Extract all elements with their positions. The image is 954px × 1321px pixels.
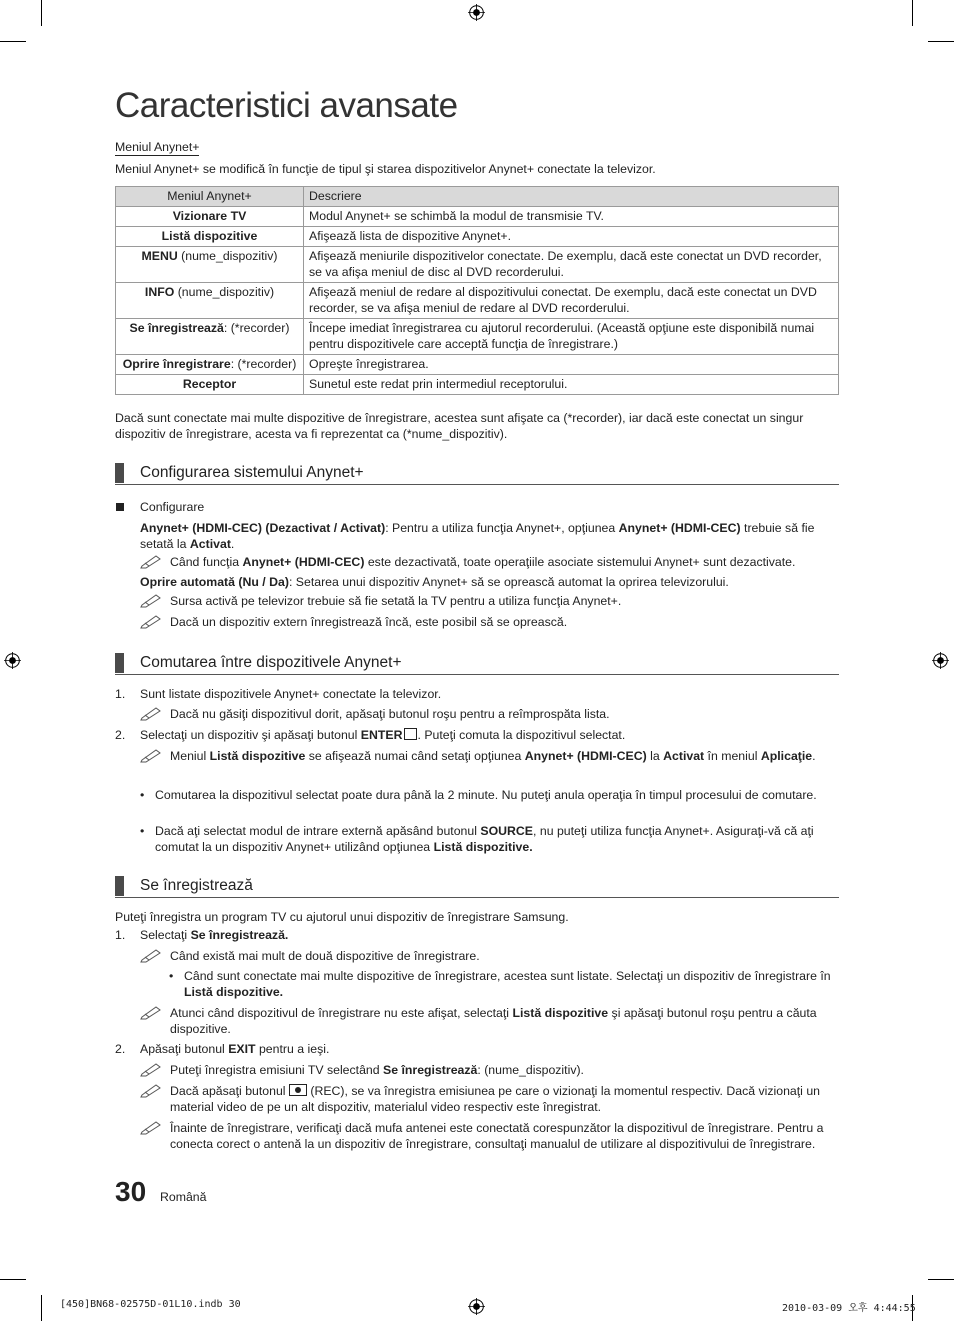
menu-item-description: Sunetul este redat prin intermediul receptorului. [304,375,839,395]
crop-mark [928,1279,954,1280]
note-item [140,948,840,964]
menu-item-param: : (*recorder) [230,357,297,371]
option-name: Listă dispozitive. [184,985,284,999]
menu-item-name: MENU [141,249,178,263]
table-row [116,207,839,227]
setup-item-title: Configurare [140,500,205,514]
section-heading-switching [115,653,839,675]
menu-item-name: Vizionare TV [172,209,247,223]
option-name: Anynet+ (HDMI-CEC) (Dezactivat / Activat) [140,521,386,535]
record-button-icon [289,1084,307,1096]
note-item [140,1120,840,1152]
menu-item-param: (nume_dispozitiv) [174,285,275,299]
note-pencil-icon [140,592,162,608]
section-bar [115,463,124,483]
step-number: 1. [115,687,126,701]
footer-file-info: [450]BN68-02575D-01L10.indb 30 [60,1299,241,1310]
section-title: Configurarea sistemului Anynet+ [140,464,364,481]
text-span: Selectaţi un dispozitiv şi apăsaţi butonul [140,728,361,742]
note-pencil-icon [140,1119,162,1135]
table-row [116,227,839,247]
bullet-dot-icon: • [140,824,145,838]
note-pencil-icon [140,1082,162,1098]
text-span: : (nume_dispozitiv). [477,1063,584,1077]
column-header-menu: Meniul Anynet+ [116,187,304,207]
text-span: este dezactivată, toate operaţiile asociate sistemului Anynet+ sunt dezactivate. [364,555,796,569]
enter-icon [404,728,417,740]
button-name: EXIT [228,1042,256,1056]
page-number: 30 [115,1176,147,1207]
column-header-description: Descriere [304,187,839,207]
table-row [116,247,839,283]
crop-mark [912,0,913,26]
text-span: Dacă un dispozitiv extern înregistrează încă, este posibil să se oprească. [170,615,568,629]
note-item [140,593,840,609]
text-span: Când sunt conectate mai multe dispozitive de înregistrare, acestea sunt listate. Selectaţi un dispozitiv de înregistrare în [184,969,831,983]
note-item [140,1062,840,1078]
text-span: Dacă nu găsiţi dispozitivul dorit, apăsaţi butonul roşu pentru a reîmprospăta lista. [170,707,610,721]
recorder-note-paragraph: Dacă sunt conectate mai multe dispozitive de înregistrare, acestea sunt afişate ca (*recorder), iar dacă este conectat un singur dispozitiv de înregistrare, acesta va fi reprezentat ca (*nume_dispozitiv). [115,411,804,441]
option-name: Anynet+ (HDMI-CEC) [524,749,647,763]
registration-mark-icon [468,4,485,21]
text-span: Comutarea la dispozitivul selectat poate dura până la 2 minute. Nu puteţi anula operaţia în timpul procesului de comutare. [155,788,817,802]
step-number: 2. [115,1042,126,1056]
menu-item-description: Afişează meniul de redare al dispozitivului conectat. De exemplu, dacă este conectat un DVD recorder, se va afişa meniul de redare al DVD recorderului. [304,283,839,319]
anynet-menu-intro: Meniul Anynet+ se modifică în funcţie de tipul şi starea dispozitivelor Anynet+ conectate la televizor. [115,162,656,176]
section-heading-recording [115,876,839,898]
button-name: ENTER [360,728,403,742]
section-title: Comutarea între dispozitivele Anynet+ [140,654,402,671]
registration-mark-icon [932,652,949,669]
crop-mark [0,1279,26,1280]
menu-item-name: Se înregistrează [129,321,224,335]
menu-name: Aplicaţie [760,749,813,763]
text-span: Dacă apăsaţi butonul [170,1084,289,1098]
text-span: Apăsaţi butonul [140,1042,229,1056]
bullet-item [140,823,845,855]
note-item [140,1083,840,1115]
option-name: Se înregistrează [383,1063,478,1077]
section-bar [115,653,124,673]
text-span: Când există mai mult de două dispozitive de înregistrare. [170,949,480,963]
bullet-dot-icon: • [169,969,174,983]
text-span: Înainte de înregistrare, verificaţi dacă mufa antenei este conectată corespunzător la dispozitivul de înregistrare. Pentru a conecta corect o antenă la un dispozitiv de înregistrare, consultaţi manualul de utilizare al dispozitivului de înregistrare. [170,1121,824,1151]
anynet-menu-heading: Meniul Anynet+ [115,140,200,154]
button-name: SOURCE [480,824,534,838]
table-row [116,319,839,355]
table-row [116,375,839,395]
note-pencil-icon [140,1061,162,1077]
note-pencil-icon [140,613,162,629]
footer-date-info: 2010-03-09 오후 4:44:55 [782,1303,916,1314]
option-name: Listă dispozitive [209,749,306,763]
table-row [116,283,839,319]
text-span: Sursa activă pe televizor trebuie să fie setată la TV pentru a utiliza funcţia Anynet+. [170,594,622,608]
text-span: : Pentru a utiliza funcţia Anynet+, opţiunea [385,521,619,535]
recording-intro: Puteţi înregistra un program TV cu ajutorul unui dispozitiv de înregistrare Samsung. [115,910,569,924]
menu-item-name: Listă dispozitive [161,229,258,243]
page-title: Caracteristici avansate [115,86,458,125]
text-span: . Puteţi comuta la dispozitivul selectat. [417,728,626,742]
registration-mark-icon [4,652,21,669]
bullet-item [140,787,845,803]
bullet-dot-icon: • [140,788,145,802]
text-span: se afişează numai când setaţi opţiunea [305,749,525,763]
section-heading-setup [115,463,839,485]
text-span: la [646,749,664,763]
square-bullet-icon [116,503,124,511]
page-language: Română [160,1190,207,1204]
menu-item-name: Oprire înregistrare [122,357,231,371]
text-span: trebuie să fie setată la [140,521,815,551]
anynet-menu-table [115,186,839,395]
step-text [140,727,840,743]
option-name: Oprire automată (Nu / Da) [140,575,289,589]
menu-item-param: (nume_dispozitiv) [177,249,278,263]
note-item [140,614,840,630]
option-value: Activat [189,537,231,551]
note-item [140,706,840,722]
menu-item-description: Modul Anynet+ se schimbă la modul de transmisie TV. [304,207,839,227]
text-span: Dacă aţi selectat modul de intrare externă apăsând butonul [155,824,481,838]
crop-mark [0,41,26,42]
note-item [140,1005,840,1037]
menu-item-description: Afişează lista de dispozitive Anynet+. [304,227,839,247]
option-name: Listă dispozitive [512,1006,609,1020]
section-title: Se înregistrează [140,877,253,894]
text-span: , nu puteţi utiliza funcţia Anynet+. Asiguraţi-vă că aţi comutat la un dispozitiv Anynet+ utilizând opţiunea [155,824,814,854]
text-span: pentru a ieşi. [255,1042,330,1056]
text-span: în meniul [704,749,761,763]
section-bar [115,876,124,896]
menu-item-description: Începe imediat înregistrarea cu ajutorul recorderului. (Această opţiune este disponibilă numai pentru dispozitivele care acceptă funcţia de înregistrare.) [304,319,839,355]
text-span: . [230,537,235,551]
note-pencil-icon [140,553,162,569]
step-number: 1. [115,928,126,942]
note-item [140,748,840,764]
note-pencil-icon [140,947,162,963]
text-span: Meniul [170,749,210,763]
text-span: . [812,749,816,763]
note-pencil-icon [140,747,162,763]
note-item [140,554,840,570]
text-span: (REC), se va înregistra emisiunea pe care o vizionaţi la momentul respectiv. Dacă vizionaţi un material video de pe un alt dispozitiv, materialul video respectiv este înregistrat. [170,1084,820,1114]
crop-mark [41,1295,42,1321]
text-span: Selectaţi [140,928,191,942]
text-span: Puteţi înregistra emisiuni TV selectând [170,1063,384,1077]
step-text [140,927,840,943]
step-number: 2. [115,728,126,742]
menu-item-param: : (*recorder) [223,321,290,335]
option-name: Se înregistrează. [190,928,289,942]
table-header-row [116,187,839,207]
menu-item-description: Opreşte înregistrarea. [304,355,839,375]
text-span: Atunci când dispozitivul de înregistrare nu este afişat, selectaţi [170,1006,513,1020]
table-row [116,355,839,375]
crop-mark [928,41,954,42]
note-pencil-icon [140,705,162,721]
text-span: : Setarea unui dispozitiv Anynet+ să se oprească automat la oprirea televizorului. [288,575,729,589]
setup-autooff-paragraph [140,574,840,590]
text-span: şi apăsaţi butonul roşu pentru a căuta dispozitive. [170,1006,817,1036]
step-text [140,1041,840,1057]
menu-item-name: Receptor [182,377,237,391]
menu-item-description: Afişează meniurile dispozitivelor conectate. De exemplu, dacă este conectat un DVD recorder, se va afişa meniul de disc al DVD recorderului. [304,247,839,283]
text-span: Când funcţia [170,555,243,569]
note-pencil-icon [140,1004,162,1020]
menu-item-name: INFO [144,285,175,299]
option-value: Activat [663,749,705,763]
option-name: Anynet+ (HDMI-CEC) [618,521,741,535]
step-text: Sunt listate dispozitivele Anynet+ conectate la televizor. [140,687,442,701]
bullet-item [169,968,839,1000]
registration-mark-icon [468,1298,485,1315]
setup-anynet-paragraph [140,520,840,552]
option-name: Listă dispozitive. [433,840,533,854]
crop-mark [41,0,42,26]
option-name: Anynet+ (HDMI-CEC) [242,555,365,569]
